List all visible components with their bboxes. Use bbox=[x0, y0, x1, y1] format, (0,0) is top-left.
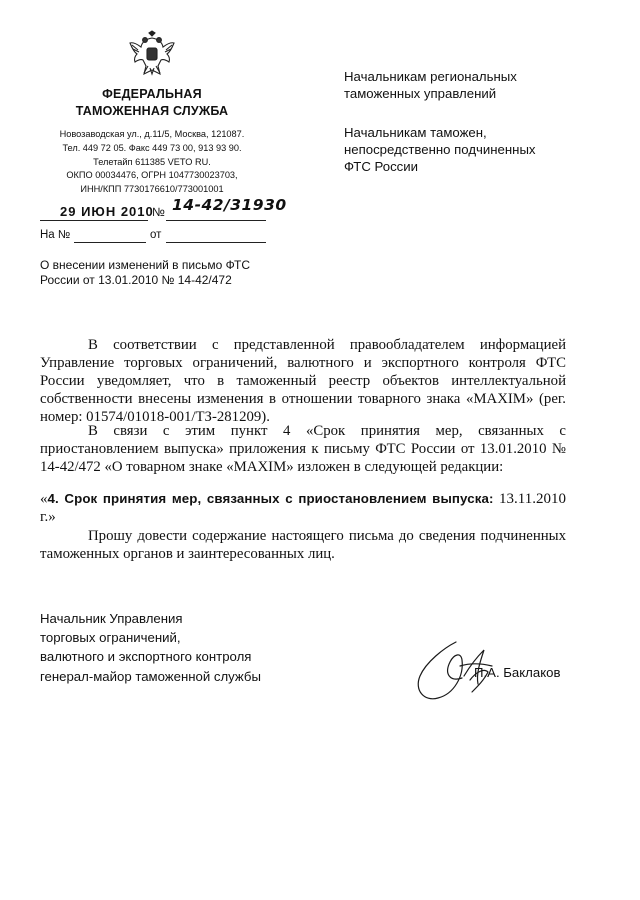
quote-open: « bbox=[40, 491, 48, 507]
addressee-customs-offices: Начальникам таможен, непосредственно подчиненных ФТС России bbox=[344, 125, 536, 174]
body-paragraph-1: В соответствии с представленной правообладателем информацией Управление торговых ограничений, валютного и экспортного контроля ФТС России уведомляет, что в таможенный реестр объектов интеллектуальной собственности внесены изменения в отношении товарного знака «MAXIM» (рег. номер: 01574/01018-001/ТЗ-281209). bbox=[40, 337, 566, 425]
clause-4-value: 13.11.2010 г.» bbox=[40, 491, 566, 525]
registration-number: 14-42/31930 bbox=[172, 196, 287, 214]
signer-position: Начальник Управления торговых ограничений, валютного и экспортного контроля генерал-майор таможенной службы bbox=[40, 611, 261, 684]
coat-of-arms-emblem-icon bbox=[128, 30, 176, 80]
body-paragraph-4: Прошу довести содержание настоящего письма до сведения подчиненных таможенных органов и заинтересованных лиц. bbox=[40, 528, 566, 562]
reference-date-blank bbox=[166, 242, 266, 243]
organization-name: ФЕДЕРАЛЬНАЯ ТАМОЖЕННАЯ СЛУЖБА bbox=[75, 87, 229, 118]
letter-subject: О внесении изменений в письмо ФТС России от 13.01.2010 № 14-42/472 bbox=[40, 258, 251, 287]
signer-name: П.А. Баклаков bbox=[474, 665, 561, 680]
registration-number-label: № bbox=[152, 205, 165, 219]
addressee-regional-departments: Начальникам региональных таможенных управлений bbox=[344, 69, 517, 101]
clause-4-heading: 4. Срок принятия мер, связанных с приостановлением выпуска: bbox=[47, 491, 494, 506]
registration-date: 29 ИЮН 2010 bbox=[60, 204, 154, 219]
body-paragraph-2: В связи с этим пункт 4 «Срок принятия мер, связанных с приостановлением выпуска» приложения к письму ФТС России от 13.01.2010 № 14-42/472 «О товарном знаке «MAXIM» изложен в следующей редакции: bbox=[40, 423, 566, 475]
organization-contacts: Новозаводская ул., д.11/5, Москва, 121087. Тел. 449 72 05. Факс 449 73 00, 913 93 90. Телетайп 611385 VETO RU. ОКПО 00034476, ОГРН 1047730023703, ИНН/КПП 7730176610/773001001 bbox=[59, 129, 245, 195]
reference-number-label: На № bbox=[40, 229, 71, 241]
reference-number-blank bbox=[74, 242, 146, 243]
registration-date-underline bbox=[40, 220, 148, 221]
body-paragraph-3 bbox=[40, 490, 566, 526]
registration-number-underline bbox=[166, 220, 266, 221]
reference-date-label: от bbox=[150, 229, 162, 241]
